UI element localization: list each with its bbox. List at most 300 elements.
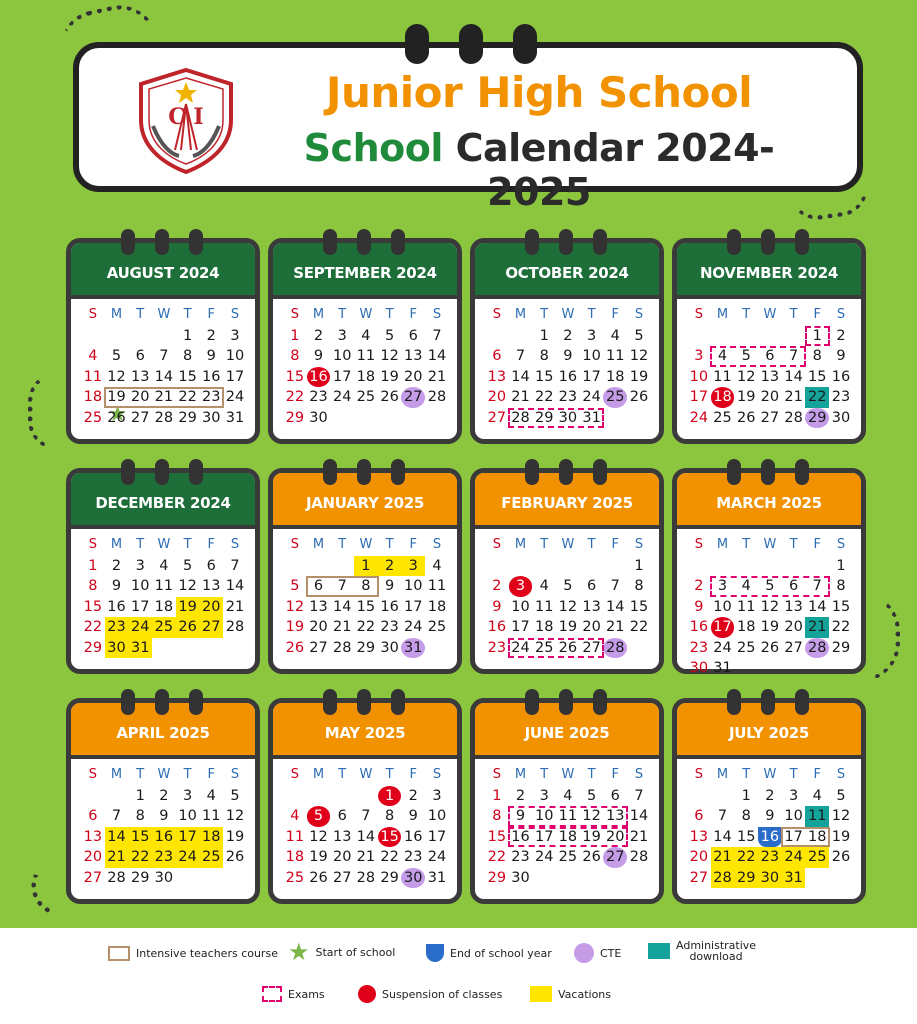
day-cell: 20 [784,619,803,635]
legend-admin: Administrative download [648,940,756,962]
day-cell: 30 [511,869,530,886]
day-cell: 26 [225,849,245,865]
day-cell: 5 [563,578,573,594]
day-cell: 5 [182,557,193,574]
weekday-label: S [88,767,97,782]
day-cell: 15 [831,598,851,615]
day-cell: 18 [808,828,827,845]
day-cell: 16 [689,619,709,635]
day-cell: 22 [285,389,305,405]
day-cell: 10 [689,368,709,385]
day-grid [687,305,853,428]
day-cell: 26 [380,389,399,405]
day-cell: 27 [487,409,507,426]
day-cell: 23 [831,389,851,405]
day-cell: 26 [176,617,200,638]
day-cell: 11 [285,828,305,845]
day-cell [105,326,129,347]
binder-ring [357,229,371,255]
month-card [470,698,664,904]
day-cell [509,556,533,577]
day-cell: 14 [225,578,245,594]
day-cell: 18 [199,827,223,848]
day-cell: 5 [836,787,846,804]
day-cell: 20 [83,849,103,865]
weekday-label: F [611,307,620,322]
weekday-label: S [634,307,644,322]
day-cell: 23 [309,389,328,405]
day-cell: 26 [736,409,756,426]
day-cell: 30 [202,409,221,426]
day-cell: 14 [629,808,649,824]
binder-ring [727,459,741,485]
day-cell: 3 [337,327,347,344]
day-cell: 10 [784,808,803,824]
binder-ring [795,689,809,715]
weekday-label: M [312,537,325,552]
day-cell: 17 [689,389,709,405]
day-cell [580,868,604,889]
day-cell [627,638,651,659]
day-cell: 21 [332,619,352,635]
day-cell: 18 [427,598,447,615]
day-cell: 9 [836,348,846,364]
month-card [66,698,260,904]
day-cell [687,556,711,577]
day-cell: 20 [199,597,223,618]
day-cell: 10 [178,808,197,824]
day-cell [330,556,354,577]
day-cell: 23 [758,847,782,868]
day-cell: 27 [689,869,709,886]
day-cell: 21 [154,389,174,405]
exam-outline [710,576,831,597]
day-cell: 21 [427,368,447,385]
day-cell: 22 [534,389,554,405]
day-cell: 2 [159,787,169,804]
day-cell: 26 [558,639,578,656]
day-cell: 1 [378,786,402,807]
day-cell: 1 [812,327,822,344]
day-cell: 26 [309,869,328,886]
day-cell [485,326,509,347]
day-cell: 15 [736,828,756,845]
day-cell: 23 [558,389,578,405]
binder-ring [727,229,741,255]
day-cell: 15 [808,368,827,385]
day-cell: 14 [154,368,174,385]
day-cell: 24 [404,619,423,635]
binder-ring [727,689,741,715]
day-cell: 15 [128,827,152,848]
legend-suspension: Suspension of classes [358,985,502,1003]
day-cell: 7 [634,787,644,804]
month-card [470,238,664,444]
day-cell: 27 [130,409,150,426]
weekday-label: S [88,307,97,322]
day-cell: ★ 26 [105,408,129,429]
weekday-label: W [157,307,171,322]
day-cell: 28 [225,619,245,635]
day-cell: 29 [356,639,376,656]
day-cell: 14 [356,828,376,845]
day-cell: 6 [788,578,799,594]
day-cell: 22 [83,619,103,635]
weekday-label: S [290,307,299,322]
day-cell: 9 [492,598,502,615]
binder-ring [189,459,203,485]
day-cell: 6 [610,787,620,804]
weekday-label: M [110,537,123,552]
weekday-label: S [432,537,442,552]
day-cell: 4 [206,787,216,804]
weekday-label: S [290,767,299,782]
day-cell: 19 [225,828,245,845]
day-cell: 1 [741,787,751,804]
day-cell: 20 [332,849,352,865]
day-cell: 17 [404,598,423,615]
day-cell: 12 [831,808,851,824]
day-cell: 21 [225,598,245,615]
day-cell: 18 [83,389,103,405]
day-cell: 27 [784,639,803,656]
day-cell: 26 [582,849,601,865]
day-cell: 22 [805,387,829,408]
day-cell [176,868,200,889]
binder-ring [593,689,607,715]
day-cell: 12 [760,598,780,615]
month-title: MARCH 2025 [677,473,861,529]
day-cell: 14 [713,828,732,845]
day-cell: 2 [408,787,418,804]
day-cell: 13 [130,368,150,385]
day-cell [829,658,853,679]
day-cell: 14 [511,368,530,385]
binder-ring [121,229,135,255]
day-cell: 10 [225,348,245,364]
day-cell: 24 [689,409,709,426]
day-cell: 3 [586,327,597,344]
day-cell: 9 [111,578,122,594]
weekday-label: T [136,307,145,322]
weekday-label: M [312,767,325,782]
weekday-label: T [136,537,145,552]
weekday-label: S [230,537,240,552]
day-cell: 16 [380,598,399,615]
binder-ring [459,24,483,64]
day-cell: 31 [713,660,732,676]
day-cell: 19 [176,597,200,618]
day-cell: 29 [178,409,197,426]
day-cell: 20 [487,389,507,405]
day-cell: 15 [487,828,507,845]
weekday-label: S [88,537,97,552]
day-cell: 28 [603,638,627,659]
weekday-label: T [183,767,192,782]
month-title: APRIL 2025 [71,703,255,759]
day-cell: 3 [717,578,728,594]
weekday-label: S [694,537,703,552]
day-cell: 30 [558,409,578,426]
day-cell [425,638,449,659]
day-cell: 14 [808,598,827,615]
month-card [268,468,462,674]
day-cell: 2 [515,787,526,804]
day-cell: 4 [610,327,620,344]
month-card [66,238,260,444]
day-cell [128,326,152,347]
day-grid [687,765,853,888]
day-cell: 1 [88,557,98,574]
day-cell: 21 [606,619,625,635]
binder-ring [525,459,539,485]
day-cell: 29 [734,868,758,889]
day-cell: 14 [427,348,447,364]
day-cell: 30 [309,409,328,426]
day-cell: 25 [152,617,176,638]
day-cell: 19 [309,849,328,865]
day-cell: 24 [128,617,152,638]
day-cell [805,868,829,889]
day-cell: 20 [582,619,601,635]
day-cell: 22 [629,619,649,635]
day-cell: 4 [432,557,442,574]
day-cell: 16 [487,619,507,635]
day-cell: 6 [492,348,502,364]
day-cell: 19 [107,389,126,405]
day-cell [805,658,829,679]
day-cell: 29 [831,639,851,656]
day-cell: 3 [694,348,704,364]
day-cell: 4 [741,578,751,594]
day-cell [307,786,331,807]
weekday-label: S [432,767,442,782]
day-cell [81,326,105,347]
legend-cte: CTE [574,943,621,963]
day-cell: 24 [427,849,447,865]
day-cell: 29 [380,869,399,886]
binder-ring [121,689,135,715]
day-cell: 3 [509,576,533,597]
day-cell: 11 [154,578,174,594]
day-cell [734,326,758,347]
weekday-label: S [694,767,703,782]
day-cell: 23 [404,849,423,865]
day-cell: 15 [178,368,197,385]
day-cell: 13 [784,598,803,615]
day-cell: 16 [307,367,331,388]
day-cell: 5 [290,578,300,594]
day-cell: 8 [88,578,98,594]
day-cell: 3 [539,787,549,804]
weekday-label: W [359,537,373,552]
day-cell: 17 [332,368,352,385]
teachers-course-outline [104,387,225,408]
day-cell: 11 [736,598,756,615]
day-cell: 8 [539,348,549,364]
day-cell [734,556,758,577]
weekday-label: M [110,307,123,322]
day-cell: 23 [487,639,507,656]
exam-outline [805,326,831,347]
weekday-label: T [385,537,394,552]
day-cell: 8 [812,348,822,364]
weekday-label: W [763,537,777,552]
day-grid [687,535,853,679]
binder-ring [525,689,539,715]
day-cell: 8 [492,808,502,824]
day-cell: 23 [202,389,221,405]
day-grid [81,535,247,658]
day-cell: 18 [711,387,735,408]
day-cell: 13 [689,828,709,845]
day-cell: 17 [784,828,803,845]
legend-course: Intensive teachers course [108,946,278,961]
weekday-label: T [540,767,549,782]
decorative-dots [28,372,58,450]
day-cell: 10 [713,598,732,615]
day-cell: 1 [836,557,846,574]
weekday-label: S [492,767,501,782]
day-cell: 10 [130,578,150,594]
day-cell: 17 [711,617,735,638]
day-cell: 5 [586,787,597,804]
binder-ring [761,689,775,715]
day-cell: 14 [332,598,352,615]
day-cell [152,638,176,659]
cte-swatch [574,943,594,963]
day-cell: 4 [290,808,300,824]
weekday-label: S [836,307,846,322]
day-cell: 11 [202,808,221,824]
day-cell: 13 [582,598,601,615]
binder-ring [795,459,809,485]
weekday-label: F [409,307,418,322]
day-cell: 28 [107,869,126,886]
month-title: JANUARY 2025 [273,473,457,529]
day-cell: 12 [285,598,305,615]
day-cell: 9 [159,808,169,824]
day-cell: 23 [105,617,129,638]
binder-ring [795,229,809,255]
day-cell [532,868,556,889]
weekday-label: T [587,767,596,782]
day-cell: 9 [408,808,418,824]
day-grid [283,305,449,428]
day-cell: 23 [152,847,176,868]
day-cell: 6 [586,578,597,594]
day-cell: 3 [230,327,240,344]
day-cell [330,786,354,807]
month-title: NOVEMBER 2024 [677,243,861,299]
month-title: JUNE 2025 [475,703,659,759]
day-cell: 20 [689,849,709,865]
day-cell: 18 [356,368,376,385]
day-cell: 18 [606,368,625,385]
weekday-label: F [611,537,620,552]
day-cell: 4 [539,578,549,594]
day-cell: 13 [606,808,625,824]
day-grid [485,535,651,658]
day-cell: 25 [427,619,447,635]
day-cell: 6 [408,327,418,344]
day-cell: 16 [511,828,530,845]
weekday-label: M [716,307,729,322]
day-cell: 10 [511,598,530,615]
day-cell: 29 [130,869,150,886]
day-cell: 30 [105,638,129,659]
day-cell: 18 [736,619,756,635]
day-cell [199,638,223,659]
day-cell: 30 [154,869,174,886]
day-cell: 2 [563,327,573,344]
day-cell: 20 [404,368,423,385]
day-cell: 19 [629,368,649,385]
day-cell: 30 [689,660,709,676]
day-cell: 28 [711,868,735,889]
day-cell: 5 [111,348,122,364]
day-cell: 15 [83,598,103,615]
day-cell [829,868,853,889]
weekday-label: M [716,767,729,782]
binder-ring [323,689,337,715]
day-cell: 16 [404,828,423,845]
binder-ring [189,689,203,715]
weekday-label: T [338,537,347,552]
day-cell: 4 [717,348,728,364]
day-cell [283,556,307,577]
binder-ring [761,459,775,485]
weekday-label: M [514,307,527,322]
day-cell: 31 [782,868,806,889]
day-cell: 12 [558,598,578,615]
day-cell: 20 [760,389,780,405]
day-cell: 30 [831,409,851,426]
day-cell: 27 [83,869,103,886]
day-cell: 15 [629,598,649,615]
day-cell [532,556,556,577]
day-cell: 3 [788,787,799,804]
day-cell: 19 [736,389,756,405]
day-cell: 4 [159,557,169,574]
day-cell: 28 [805,638,829,659]
day-cell: 13 [309,598,328,615]
month-title: FEBRUARY 2025 [475,473,659,529]
day-cell: 24 [713,639,732,656]
day-cell: 28 [356,869,376,886]
day-cell: 11 [427,578,447,594]
day-cell [556,868,580,889]
day-cell: 3 [401,556,425,577]
day-cell: 24 [534,849,554,865]
day-cell: 6 [313,578,324,594]
day-cell: 11 [356,348,376,364]
legend-start: ★ Start of school [288,938,396,966]
day-cell: 4 [812,787,822,804]
day-cell [758,556,782,577]
day-cell: 30 [401,868,425,889]
day-cell: 23 [511,849,530,865]
day-cell: 30 [758,868,782,889]
weekday-label: T [587,537,596,552]
day-grid [283,765,449,888]
binder-ring [513,24,537,64]
day-cell: 7 [230,557,240,574]
weekday-label: F [409,767,418,782]
day-cell [627,868,651,889]
month-title: AUGUST 2024 [71,243,255,299]
day-cell: 10 [427,808,447,824]
